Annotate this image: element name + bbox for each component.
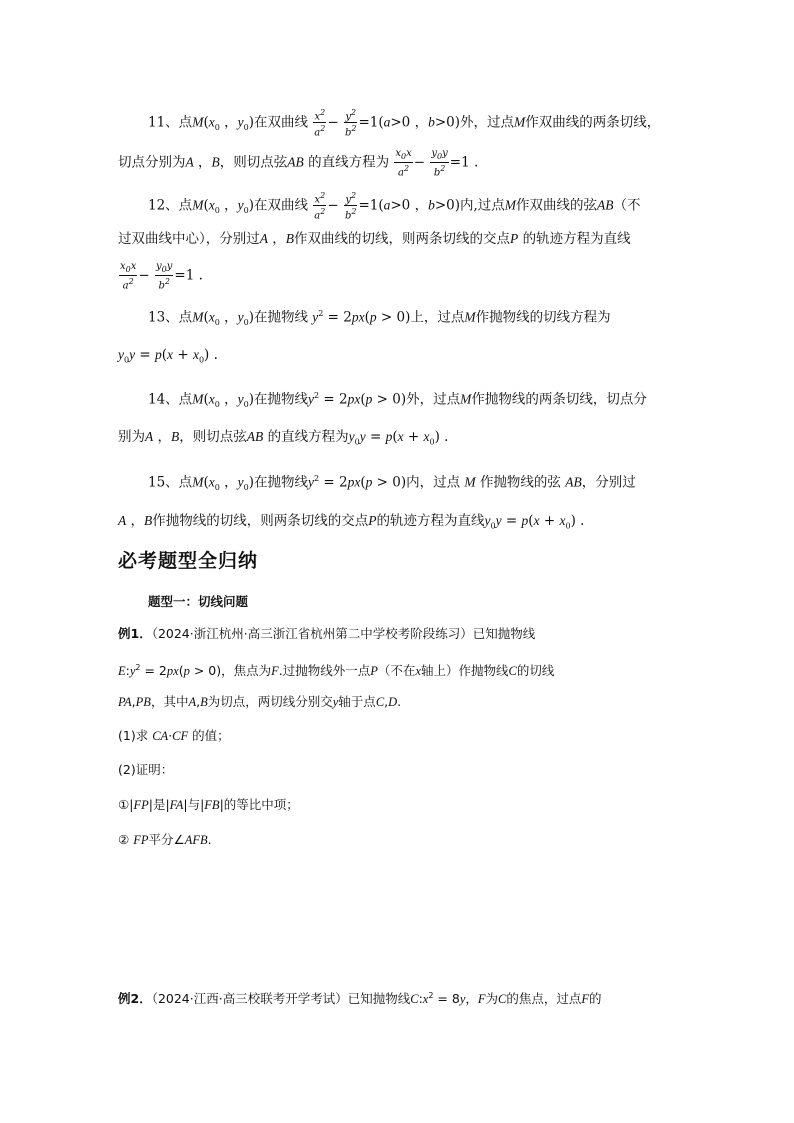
- item-14-line-2: 别为A ，B，则切点弦AB 的直线方程为$y_0y = p(x + x_0)$ .: [118, 429, 449, 447]
- item-12-line-2: 过双曲线中心），分别过A ，B作双曲线的切线，则两条切线的交点P 的轨迹方程为直线: [118, 231, 631, 247]
- example-1-line-3: PA,PB，其中A,B为切点，两切线分别交y轴于点C,D.: [118, 694, 402, 709]
- item-12-line-1: 12、点$M(x_0$ ，$y_0$)在双曲线 $\frac{x^2}{a^2}$ − $\frac{y^2}{b^2}$ =1(a>0 ，b>0)内,过点M作双曲线的弦AB（不: [148, 191, 641, 222]
- item-11-line-2: 切点分别为A ，B，则切点弦AB 的直线方程为 $\frac{x_0x}{a^2}$ − $\frac{y_0y}{b^2}$ =1 .: [118, 148, 479, 179]
- example-1-part-2: ② FP平分∠AFB.: [118, 832, 212, 847]
- example-1-part-1: ①|FP|是|FA|与|FB|的等比中项；: [118, 797, 299, 812]
- item-15-line-1: 15、点$M(x_0$ ，$y_0$)在抛物线$y^2 = 2px(p > 0)$内，过点 M 作抛物线的弦 AB，分别过: [148, 474, 636, 493]
- example-2-line-1: 例2．（2024·江西·高三校联考开学考试）已知抛物线$C:x^2 = 8y$，F为C的焦点，过点F的: [118, 991, 602, 1007]
- item-11-line-1: 11、点$M(x_0$ ，$y_0$)在双曲线 $\frac{x^2}{a^2}$ − $\frac{y^2}{b^2}$ =1(a>0 ，b>0)外，过点M作双曲线的两条切线，: [148, 108, 661, 139]
- item-14-line-1: 14、点$M(x_0$ ，$y_0$)在抛物线$y^2 = 2px(p > 0)$外，过点M作抛物线的两条切线，切点分: [148, 391, 647, 410]
- example-1-line-2: $E:y^2 = 2px(p > 0)$，焦点为F.过抛物线外一点P（不在x轴上）作抛物线C的切线: [118, 663, 555, 679]
- example-1-line-1: 例1．（2024·浙江杭州·高三浙江省杭州第二中学校考阶段练习）已知抛物线: [118, 626, 536, 641]
- item-13-line-2: $y_0y = p(x + x_0)$ .: [118, 347, 218, 365]
- item-12-line-3: $\frac{x_0x}{a^2}$ − $\frac{y_0y}{b^2}$ =1 .: [120, 261, 203, 292]
- section-heading: 必考题型全归纳: [118, 550, 259, 572]
- example-1-question-1: (1)求 CA·CF 的值；: [118, 728, 230, 743]
- example-2-label: 例2．: [118, 991, 152, 1007]
- item-13-line-1: 13、点$M(x_0$ ，$y_0$)在抛物线 $y^2 = 2px(p > 0)$上，过点M作抛物线的切线方程为: [148, 309, 611, 328]
- item-15-line-2: A ，B作抛物线的切线，则两条切线的交点P的轨迹方程为直线$y_0y = p(x + x_0)$ .: [118, 513, 585, 531]
- example-1-question-2: (2)证明：: [118, 762, 174, 777]
- example-1-label: 例1．: [118, 626, 152, 641]
- subsection-heading: 题型一：切线问题: [148, 594, 249, 609]
